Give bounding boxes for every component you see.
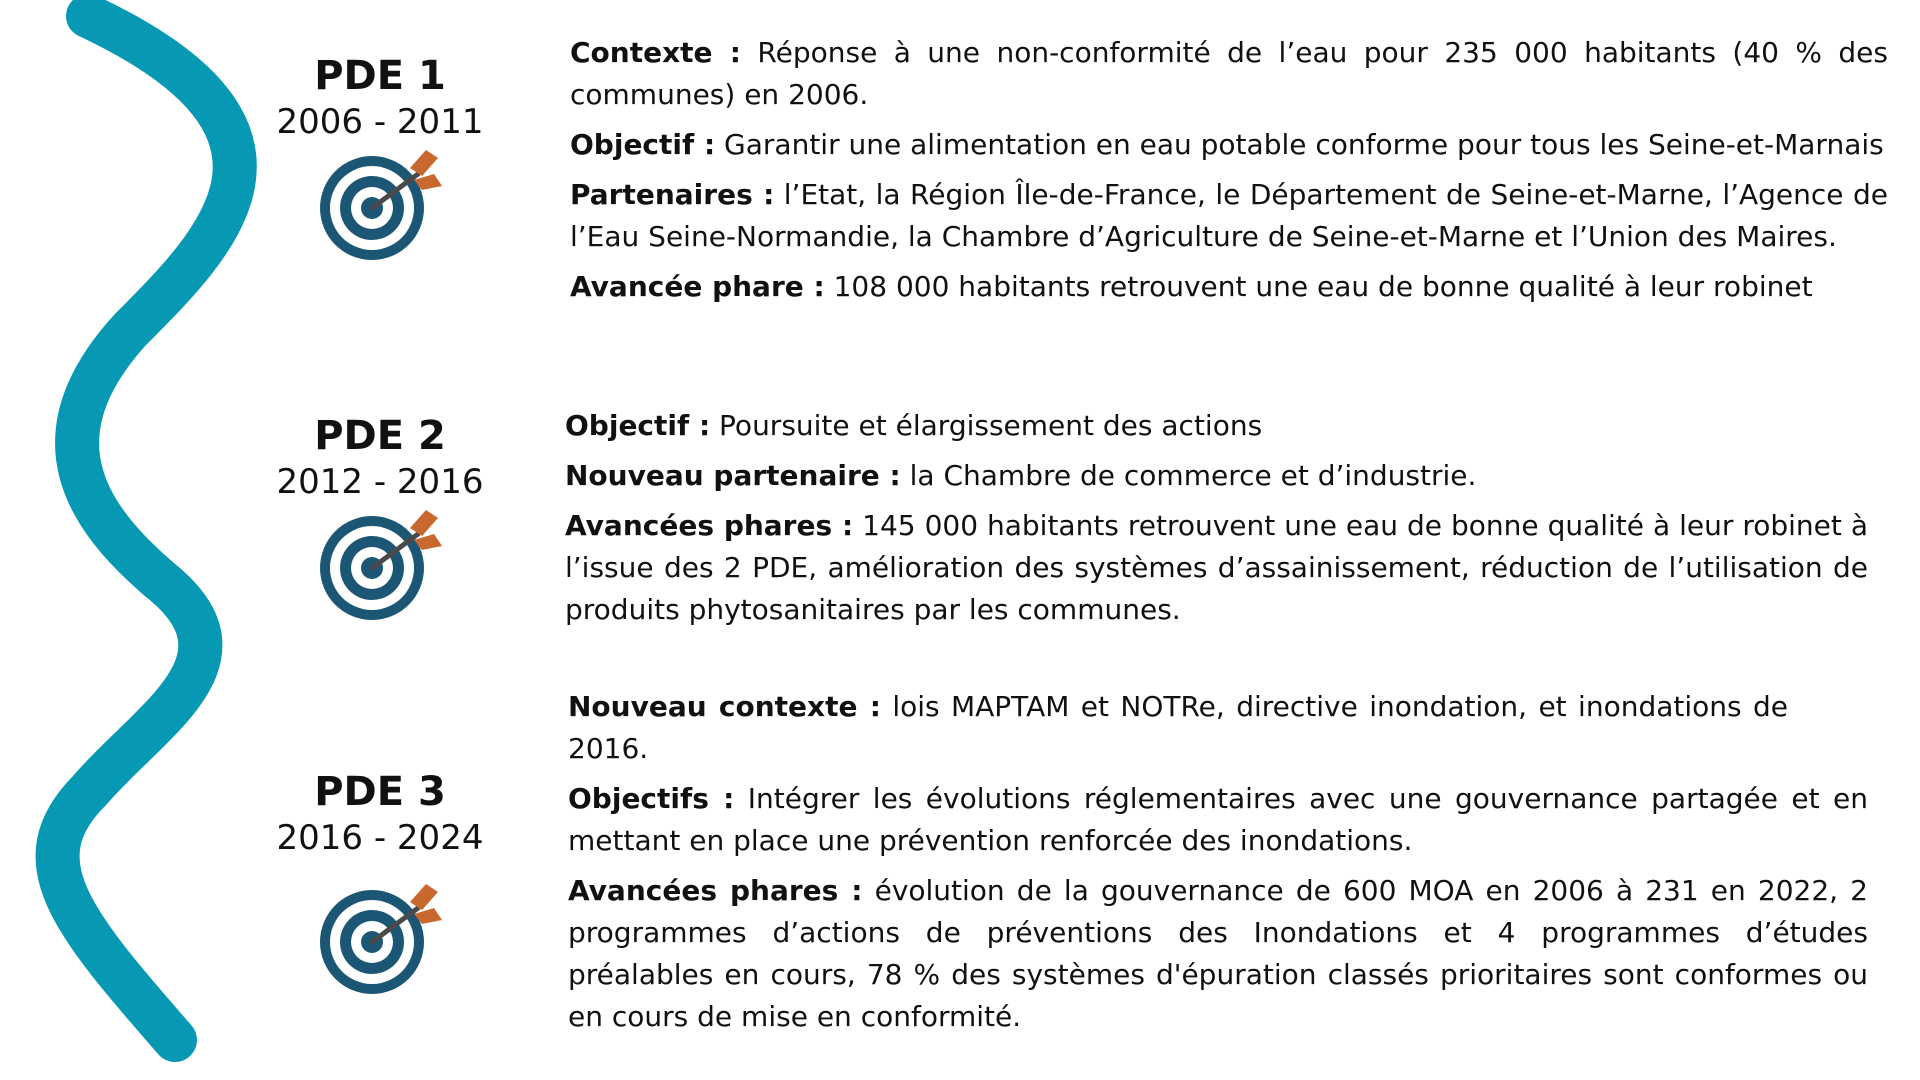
target-icon xyxy=(310,880,450,1000)
timeline-wave xyxy=(0,0,300,1080)
phase-title: PDE 1 xyxy=(314,53,446,99)
detail-context xyxy=(568,686,1868,770)
phase-2-header xyxy=(270,412,490,626)
detail-text: évolution de la gouvernance de 600 MOA en 2006 à 231 en 2022, 2 programmes d’actions de préventions des Inondations et 4 programmes d’études préalables en cours, 78 % des systèmes d'épuration classés prioritaires sont conformes ou en cours de mise en conformité. xyxy=(568,874,1868,1033)
detail-text: Poursuite et élargissement des actions xyxy=(719,409,1263,442)
detail-label: Partenaires : xyxy=(570,178,775,211)
detail-context xyxy=(570,32,1888,116)
detail-text: lois MAPTAM et NOTRe, directive inondation, et inondations de 2016. xyxy=(568,690,1788,765)
detail-label: Avancées phares : xyxy=(568,874,863,907)
detail-highlights xyxy=(568,870,1868,1038)
detail-label: Nouveau contexte : xyxy=(568,690,881,723)
detail-label: Objectif : xyxy=(565,409,711,442)
detail-partners xyxy=(570,174,1888,258)
phase-years: 2016 - 2024 xyxy=(276,818,484,858)
phase-title: PDE 2 xyxy=(314,413,446,459)
detail-objectives xyxy=(568,778,1868,862)
detail-label: Avancée phare : xyxy=(570,270,825,303)
phase-1-header xyxy=(270,52,490,266)
detail-highlights xyxy=(565,505,1868,631)
detail-objective xyxy=(565,405,1868,447)
phase-title: PDE 3 xyxy=(314,769,446,815)
detail-label: Objectifs : xyxy=(568,782,735,815)
detail-text: l’Etat, la Région Île-de-France, le Département de Seine-et-Marne, l’Agence de l’Eau Seine-Normandie, la Chambre d’Agriculture de Seine-et-Marne et l’Union des Maires. xyxy=(570,178,1889,253)
detail-partner xyxy=(565,455,1868,497)
detail-label: Avancées phares : xyxy=(565,509,854,542)
detail-text: la Chambre de commerce et d’industrie. xyxy=(909,459,1477,492)
detail-text: 108 000 habitants retrouvent une eau de bonne qualité à leur robinet xyxy=(833,270,1813,303)
detail-label: Nouveau partenaire : xyxy=(565,459,901,492)
phase-2-details xyxy=(565,405,1868,639)
detail-text: Garantir une alimentation en eau potable conforme pour tous les Seine-et-Marnais xyxy=(724,128,1884,161)
target-icon xyxy=(310,506,450,626)
phase-years: 2006 - 2011 xyxy=(276,102,484,142)
detail-text: 145 000 habitants retrouvent une eau de bonne qualité à leur robinet à l’issue des 2 PDE, amélioration des systèmes d’assainissement, réduction de l’utilisation de produits phytosanitaires par les communes. xyxy=(565,509,1869,626)
phase-3-details xyxy=(568,686,1868,1046)
detail-label: Objectif : xyxy=(570,128,716,161)
detail-text: Réponse à une non-conformité de l’eau pour 235 000 habitants (40 % des communes) en 2006. xyxy=(570,36,1888,111)
target-icon xyxy=(310,146,450,266)
phase-years: 2012 - 2016 xyxy=(276,462,484,502)
detail-objective xyxy=(570,124,1888,166)
detail-label: Contexte : xyxy=(570,36,741,69)
detail-text: Intégrer les évolutions réglementaires avec une gouvernance partagée et en mettant en place une prévention renforcée des inondations. xyxy=(568,782,1868,857)
phase-1-details xyxy=(570,32,1888,316)
detail-highlight xyxy=(570,266,1888,308)
phase-3-header xyxy=(270,768,490,1000)
